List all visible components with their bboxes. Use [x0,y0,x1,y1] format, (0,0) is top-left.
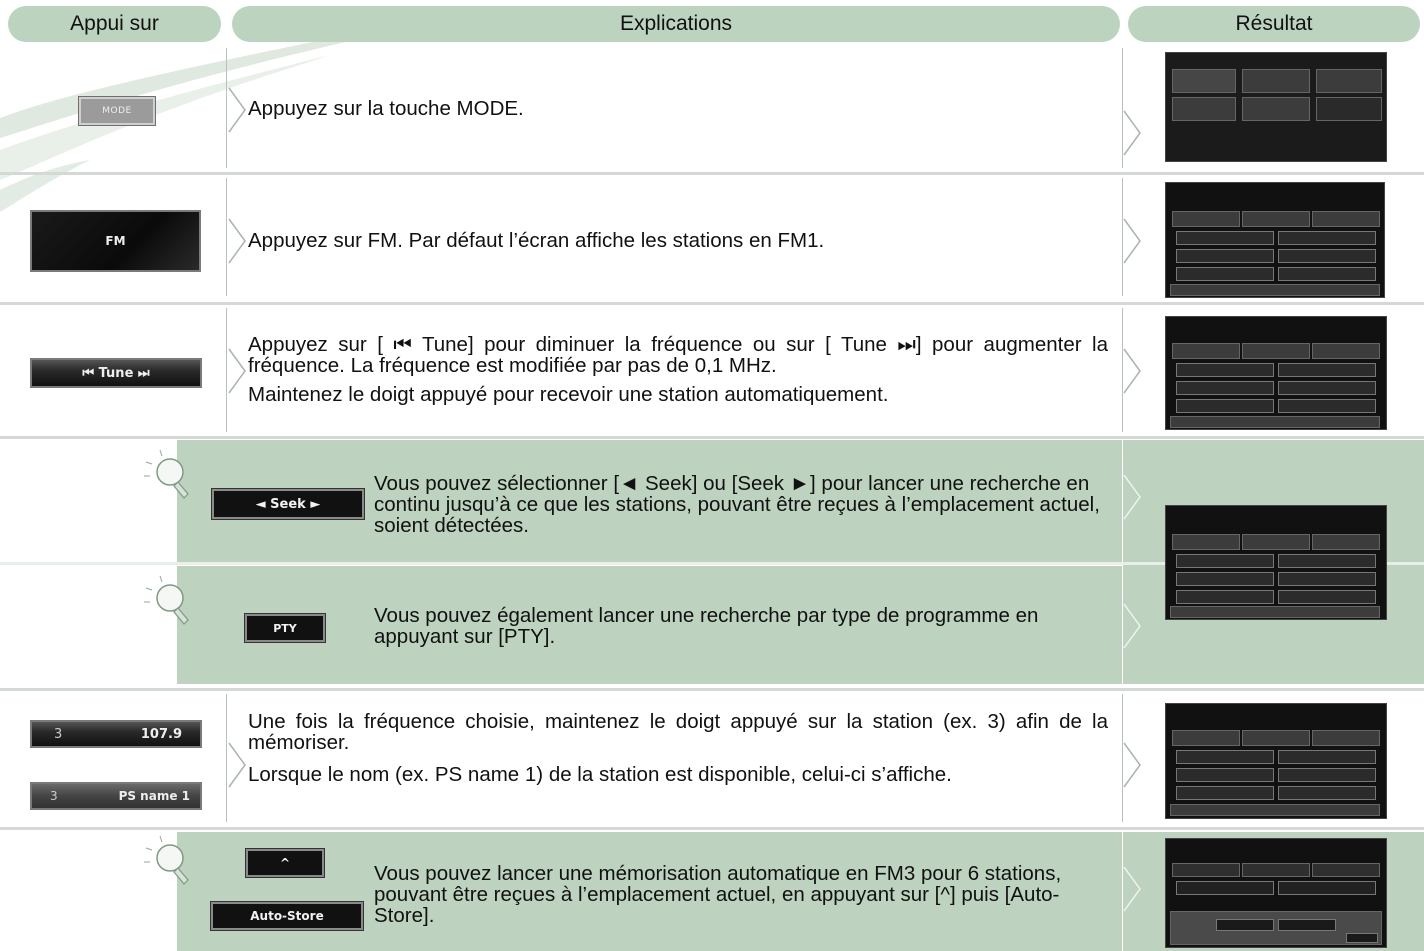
fm-button[interactable] [30,210,201,272]
preset-frequency: 107.9 [140,726,182,742]
row-separator [0,688,1424,691]
explanation-text-tune-hold: Maintenez le doigt appuyé pour recevoir une station automatiquement. [248,383,889,406]
chevron-right-icon [1123,474,1141,520]
result-screenshot-fm [1165,182,1385,298]
lightbulb-icon [140,446,200,506]
screen-button [1242,69,1310,93]
screen-popup-button [1346,933,1378,943]
header-explications [232,6,1120,42]
screen-preset [1176,750,1274,764]
screen-footer [1170,606,1380,618]
caret-up-button-label: ^ [279,856,291,870]
screen-preset [1176,231,1274,245]
row-separator [0,436,1424,439]
seek-button[interactable] [212,489,364,519]
screen-preset [1278,750,1376,764]
screen-tab [1172,211,1240,227]
preset-button-frequency[interactable] [30,720,202,748]
screen-preset [1176,363,1274,377]
explanation-text-mode: Appuyez sur la touche MODE. [248,97,524,120]
preset-number: 3 [50,789,58,803]
screen-button [1172,97,1236,121]
header-label: Appui sur [70,12,159,35]
screen-preset [1278,399,1376,413]
chevron-right-icon [228,742,246,788]
chevron-right-icon [228,218,246,264]
screen-button [1316,69,1382,93]
result-screenshot-mode [1165,52,1387,162]
result-screenshot-tune [1165,316,1387,430]
screen-button [1316,97,1382,121]
screen-preset [1278,249,1376,263]
header-resultat [1128,6,1420,42]
screen-preset [1278,381,1376,395]
screen-preset [1278,231,1376,245]
screen-tab [1172,730,1240,746]
result-screenshot-memorize [1165,703,1387,819]
screen-tab [1312,211,1380,227]
screen-tab [1312,534,1380,550]
header-label: Résultat [1235,12,1313,35]
column-divider [226,694,227,822]
mode-button-label: MODE [102,106,132,116]
screen-tab [1242,863,1310,877]
screen-preset [1278,363,1376,377]
screen-preset [1278,572,1376,586]
explanation-text-tune: Appuyez sur [ ⏮ Tune] pour diminuer la fréquence ou sur [ Tune ⏭] pour augmenter la fréquence. La fréquence est modifiée par pas de 0,1 MHz. [248,333,1108,377]
screen-preset [1176,381,1274,395]
screen-tab [1242,343,1310,359]
mode-button[interactable] [79,97,155,125]
screen-preset [1176,554,1274,568]
chevron-right-icon [1123,218,1141,264]
screen-tab [1172,863,1240,877]
explanation-text-seek: Vous pouvez sélectionner [◄ Seek] ou [Seek ►] pour lancer une recherche en continu jusqu’à ce que les stations, pouvant être reçues à l’emplacement actuel, soient détectées. [374,472,1100,537]
screen-preset [1278,786,1376,800]
screen-tab [1242,730,1310,746]
explanation-text-memorize: Une fois la fréquence choisie, maintenez le doigt appuyé sur la station (ex. 3) afin de la mémoriser. [248,710,1108,754]
explanation-text-fm: Appuyez sur FM. Par défaut l’écran affiche les stations en FM1. [248,229,825,252]
chevron-right-icon [1123,742,1141,788]
result-screenshot-seek [1165,505,1387,620]
screen-preset [1176,881,1274,895]
chevron-right-icon [1123,348,1141,394]
tune-button[interactable] [30,358,202,388]
explanation-text-pty: Vous pouvez également lancer une recherche par type de programme en appuyant sur [PTY]. [374,604,1039,648]
chevron-right-icon [1123,603,1141,649]
chevron-right-icon [228,87,246,133]
screen-preset [1176,399,1274,413]
pty-button-label: PTY [273,621,297,635]
screen-preset [1278,554,1376,568]
chevron-right-icon [1123,110,1141,156]
preset-button-name[interactable] [30,782,202,810]
screen-preset [1176,249,1274,263]
screen-tab [1312,343,1380,359]
screen-popup-button [1216,919,1274,931]
pty-button[interactable] [245,614,325,642]
row-separator [0,827,1424,830]
preset-number: 3 [54,726,63,742]
row-separator [0,172,1424,175]
screen-footer [1170,416,1380,428]
screen-preset [1176,572,1274,586]
chevron-right-icon [1123,866,1141,912]
header-appui-sur [8,6,221,42]
screen-preset [1278,881,1376,895]
column-divider [226,308,227,432]
screen-tab [1242,211,1310,227]
auto-store-button-label: Auto-Store [250,909,324,923]
explanation-text-name-display: Lorsque le nom (ex. PS name 1) de la station est disponible, celui-ci s’affiche. [248,763,952,786]
fm-button-label: FM [105,234,126,248]
screen-popup-button [1278,919,1336,931]
screen-tab [1242,534,1310,550]
screen-footer [1170,284,1380,296]
screen-preset [1278,768,1376,782]
screen-footer [1170,804,1380,816]
screen-preset [1176,786,1274,800]
screen-button [1242,97,1310,121]
screen-preset [1176,768,1274,782]
result-screenshot-auto-store [1165,838,1387,948]
chevron-right-icon [228,348,246,394]
screen-tab [1312,730,1380,746]
explanation-text-auto-store: Vous pouvez lancer une mémorisation automatique en FM3 pour 6 stations, pouvant être reçues à l’emplacement actuel, en appuyant sur [^] puis [Auto-Store]. [374,862,1062,927]
screen-preset [1278,267,1376,281]
column-divider [226,178,227,296]
row-separator [0,302,1424,305]
screen-tab [1172,534,1240,550]
caret-up-button[interactable] [246,849,324,877]
tune-button-label: ⏮ Tune ⏭ [82,365,150,381]
column-divider [226,48,227,168]
screen-tab [1172,343,1240,359]
screen-preset [1176,590,1274,604]
screen-button [1172,69,1236,93]
preset-station-name: PS name 1 [118,789,190,803]
screen-preset [1176,267,1274,281]
screen-preset [1278,590,1376,604]
lightbulb-icon [140,832,200,892]
lightbulb-icon [140,572,200,632]
screen-tab [1312,863,1380,877]
seek-button-label: ◄ Seek ► [255,496,321,512]
header-label: Explications [619,12,733,35]
auto-store-button[interactable] [211,902,363,930]
